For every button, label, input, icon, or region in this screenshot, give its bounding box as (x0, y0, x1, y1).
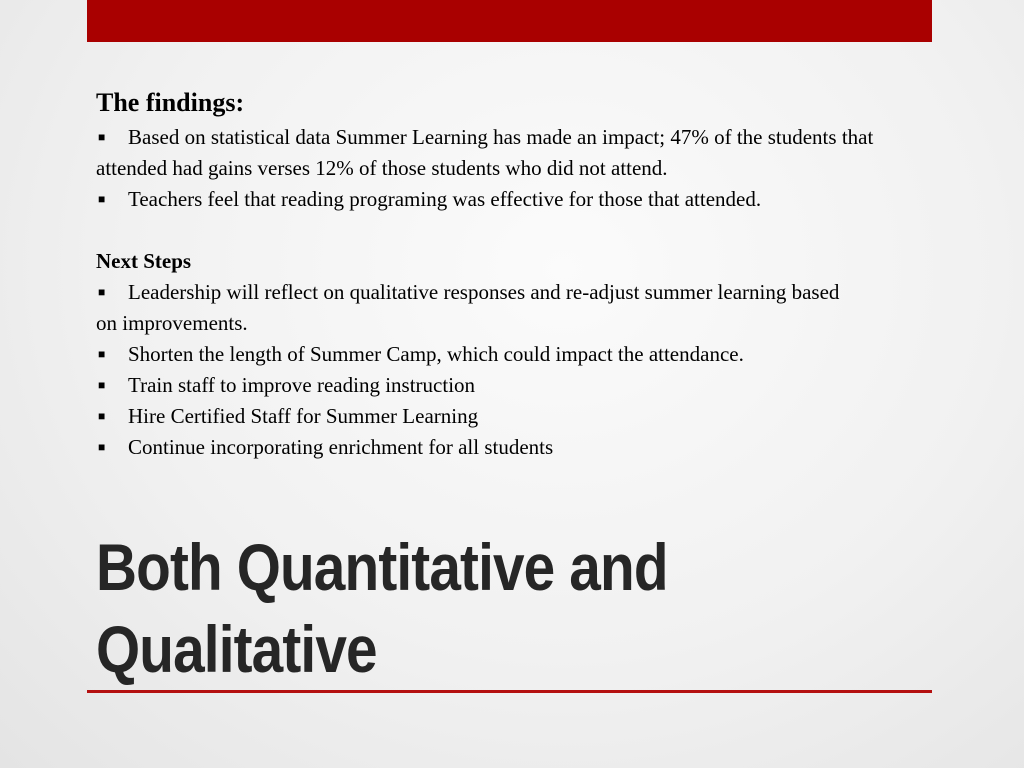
findings-heading: The findings: (96, 88, 245, 117)
next-steps-bullet-1-continuation: on improvements. (96, 311, 248, 335)
bullet-square-icon: ■ (98, 440, 106, 454)
next-steps-bullet-5-text: Continue incorporating enrichment for all students (128, 435, 554, 459)
next-steps-bullet-4-text: Hire Certified Staff for Summer Learning (128, 404, 479, 428)
section-spacer (96, 215, 936, 246)
bullet-square-icon: ■ (98, 285, 106, 299)
next-steps-bullet-1 (96, 277, 936, 308)
findings-bullet-2-text: Teachers feel that reading programing was effective for those that attended. (128, 187, 762, 211)
bullet-square-icon: ■ (98, 378, 106, 392)
next-steps-bullet-5 (96, 432, 936, 463)
next-steps-bullet-4 (96, 401, 936, 432)
next-steps-bullet-2-text: Shorten the length of Summer Camp, which could impact the attendance. (128, 342, 744, 366)
bullet-square-icon: ■ (98, 130, 106, 144)
slide-title: Both Quantitative and Qualitative (96, 530, 668, 686)
findings-bullet-1 (96, 122, 936, 153)
next-steps-bullet-3-text: Train staff to improve reading instruction (128, 373, 476, 397)
findings-bullet-1-continuation: attended had gains verses 12% of those students who did not attend. (96, 156, 668, 180)
bullet-square-icon: ■ (98, 192, 106, 206)
top-accent-bar (87, 0, 932, 42)
findings-bullet-1-text: Based on statistical data Summer Learning has made an impact; 47% of the students that (128, 125, 874, 149)
next-steps-bullet-2 (96, 339, 936, 370)
next-steps-bullet-1-text: Leadership will reflect on qualitative responses and re-adjust summer learning based (128, 280, 840, 304)
slide-body (96, 84, 936, 463)
findings-bullet-2 (96, 184, 936, 215)
bullet-square-icon: ■ (98, 409, 106, 423)
bullet-square-icon: ■ (98, 347, 106, 361)
next-steps-heading: Next Steps (96, 249, 192, 273)
bottom-divider (87, 690, 932, 693)
next-steps-bullet-3 (96, 370, 936, 401)
